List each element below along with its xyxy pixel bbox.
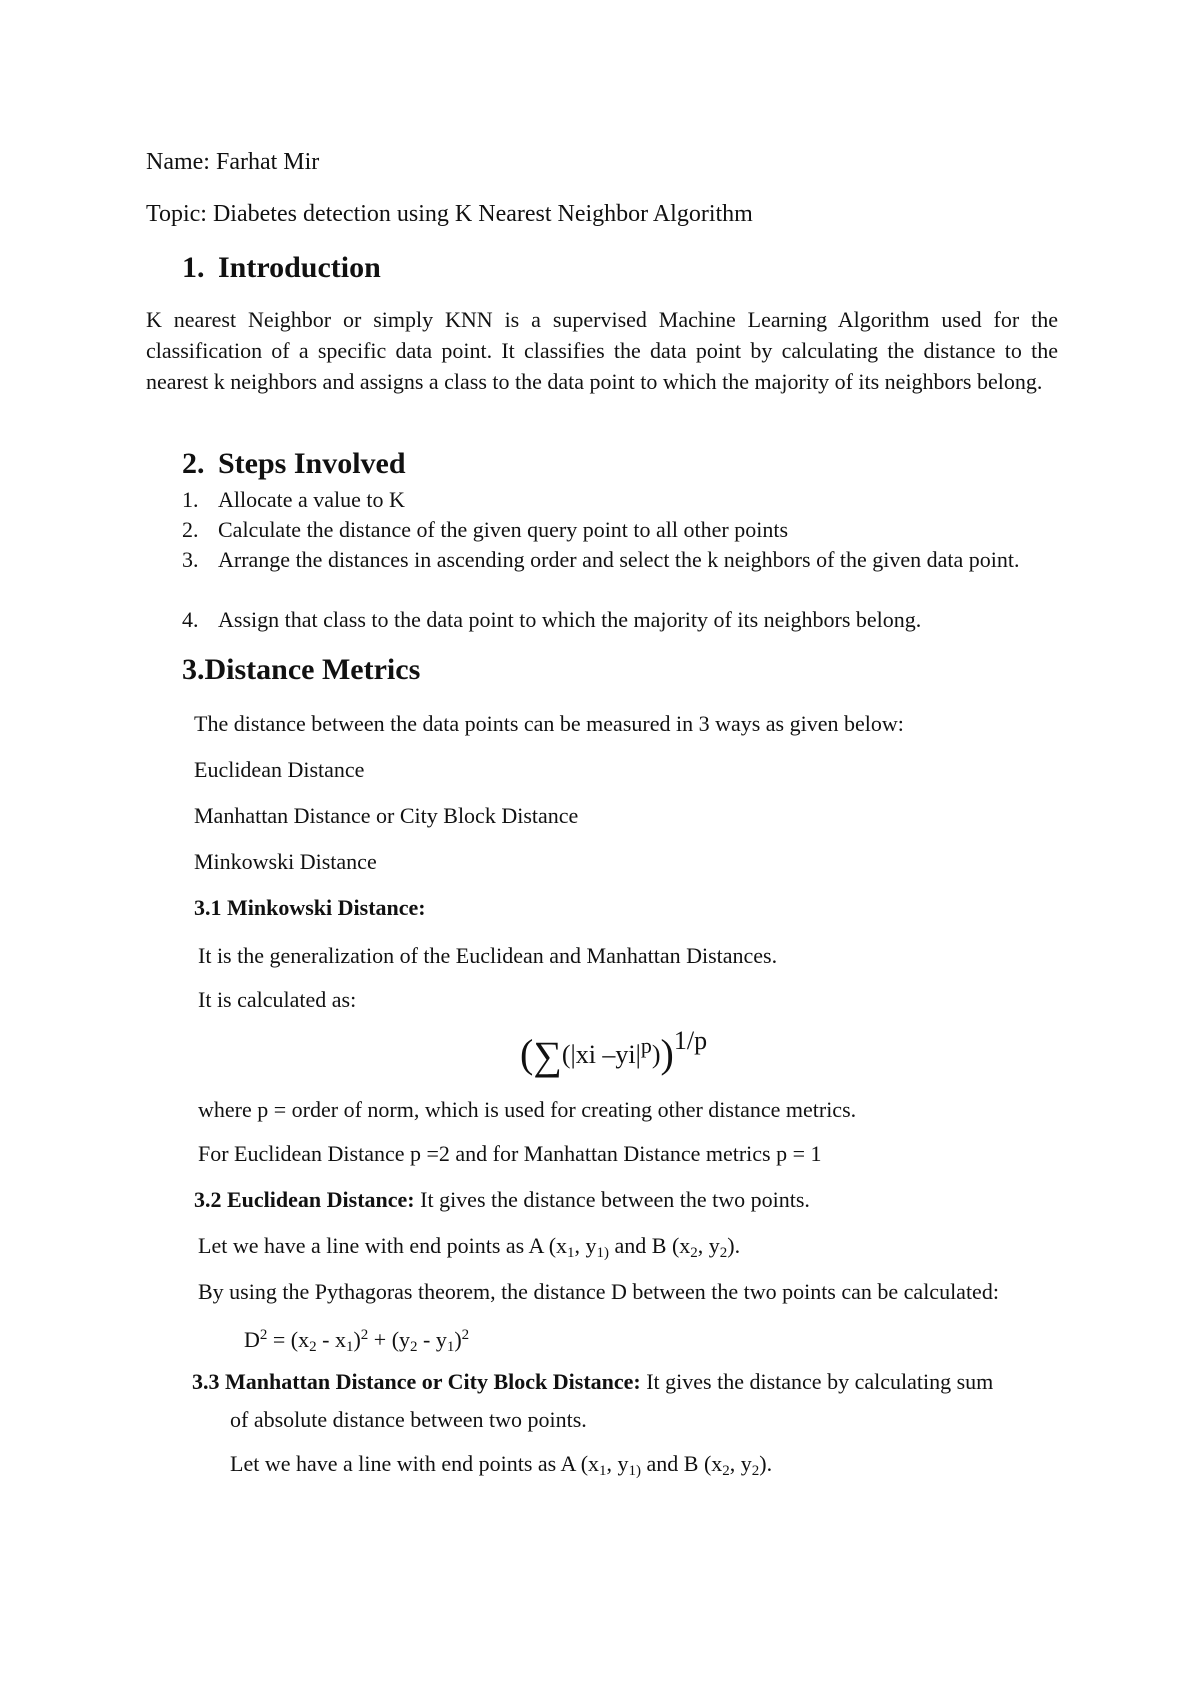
euclidean-formula: $D^2 = (x_2 - x_1)^2 + (y_2 - y_1)^2$: [244, 1327, 470, 1355]
minkowski-formula: [520, 1026, 707, 1079]
steps-heading-number: 2.: [182, 447, 205, 480]
step-text: Arrange the distances in ascending order and select the k neighbors of the given data point.: [218, 547, 1020, 572]
intro-heading: Introduction: [218, 251, 381, 284]
euclidean-theorem-line: By using the Pythagoras theorem, the distance D between the two points can be calculated:: [198, 1279, 999, 1304]
euclidean-points-line: Let we have a line with end points as A ($x_1$, $y_{1)}$ and B ($x_2$, $y_2$).: [198, 1233, 741, 1261]
step-text: Calculate the distance of the given query point to all other points: [218, 517, 789, 542]
minkowski-line: It is calculated as:: [198, 987, 357, 1012]
step-number: 4.: [182, 607, 199, 632]
formula-close-paren: ): [660, 1031, 674, 1076]
formula-p: p: [640, 1033, 652, 1058]
metric-list-item: Euclidean Distance: [194, 757, 365, 782]
minkowski-line: It is the generalization of the Euclidean and Manhattan Distances.: [198, 943, 778, 968]
metric-list-item: Minkowski Distance: [194, 849, 377, 874]
intro-heading-number: 1.: [182, 251, 205, 284]
manhattan-points-line: Let we have a line with end points as A ($x_1$, $y_{1)}$ and B ($x_2$, $y_2$).: [230, 1451, 773, 1479]
manhattan-desc-cont: of absolute distance between two points.: [230, 1407, 587, 1432]
formula-inner-close: ): [651, 1040, 661, 1069]
minkowski-heading: 3.1 Minkowski Distance:: [194, 895, 426, 920]
formula-open-paren: (: [520, 1031, 534, 1076]
metric-list-item: Manhattan Distance or City Block Distance: [194, 803, 579, 828]
step-text: Allocate a value to K: [218, 487, 405, 512]
manhattan-heading-line: [192, 1368, 993, 1396]
step-number: 1.: [182, 487, 199, 512]
minkowski-line: where p = order of norm, which is used for creating other distance metrics.: [198, 1097, 857, 1122]
manhattan-heading: 3.3 Manhattan Distance or City Block Distance:: [192, 1369, 641, 1394]
euclidean-heading-line: [194, 1186, 810, 1214]
minkowski-line: For Euclidean Distance p =2 and for Manhattan Distance metrics p = 1: [198, 1141, 822, 1166]
sigma-symbol: ∑: [533, 1033, 562, 1078]
formula-inner: (|xi –yi|: [561, 1040, 641, 1069]
euclidean-heading: 3.2 Euclidean Distance:: [194, 1187, 415, 1212]
metrics-intro: The distance between the data points can be measured in 3 ways as given below:: [194, 711, 904, 736]
topic-line: Topic: Diabetes detection using K Nearest Neighbor Algorithm: [146, 201, 753, 227]
step-text: Assign that class to the data point to which the majority of its neighbors belong.: [218, 607, 922, 632]
metrics-heading: 3.Distance Metrics: [182, 653, 421, 686]
manhattan-desc: It gives the distance by calculating sum: [646, 1369, 994, 1394]
author-name: Name: Farhat Mir: [146, 149, 320, 175]
step-number: 3.: [182, 547, 199, 572]
step-number: 2.: [182, 517, 199, 542]
euclidean-desc: It gives the distance between the two points.: [420, 1187, 810, 1212]
formula-exponent: 1/p: [673, 1026, 708, 1055]
intro-paragraph: K nearest Neighbor or simply KNN is a supervised Machine Learning Algorithm used for the classification of a specific data point. It classifies the data point by calculating the distance to the nearest k neighbors and assigns a class to the data point to which the majority of its neighbors belong.: [146, 307, 1058, 394]
steps-heading: Steps Involved: [218, 447, 406, 480]
